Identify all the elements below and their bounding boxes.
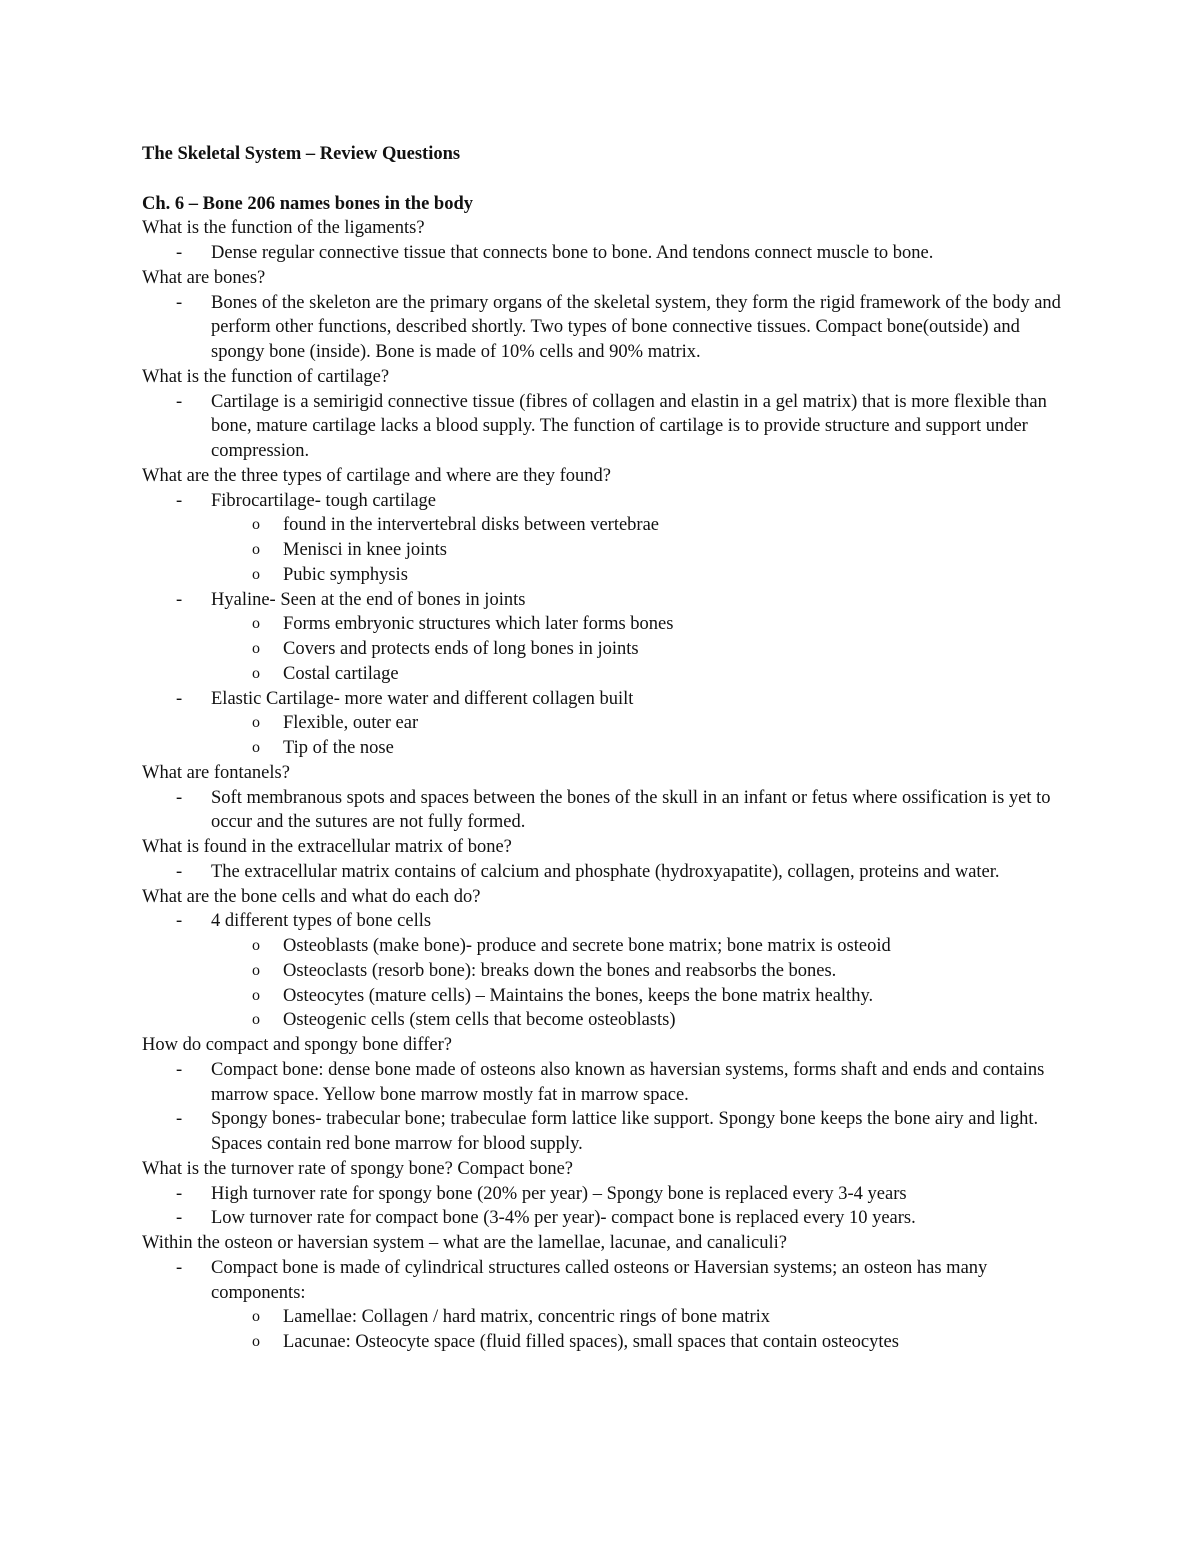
- sub-bullet-text: Pubic symphysis: [283, 564, 408, 585]
- answer-text: The extracellular matrix contains of calcium and phosphate (hydroxyapatite), collagen, proteins and water.: [211, 861, 1000, 882]
- question-text: What are the bone cells and what do each do?: [142, 886, 481, 907]
- question-text: How do compact and spongy bone differ?: [142, 1035, 452, 1055]
- answer-text: Cartilage is a semirigid connective tissue (fibres of collagen and elastin in a gel matrix) that is more flexible than bone, mature cartilage lacks a blood supply. The function of cartilage is to provide structure and support under compression.: [211, 391, 1047, 461]
- circle-bullet-marker: o: [252, 714, 260, 732]
- question-text: What is the function of the ligaments?: [142, 218, 425, 239]
- answer-bullet: [142, 1182, 1072, 1207]
- dash-bullet-marker: -: [176, 490, 183, 511]
- sub-bullet-text: Osteoblasts (make bone)- produce and secrete bone matrix; bone matrix is osteoid: [283, 936, 891, 956]
- question-block: [142, 464, 1072, 761]
- question-block: [142, 1231, 1072, 1355]
- sub-bullet: [142, 1330, 1072, 1355]
- answer-text: 4 different types of bone cells: [211, 911, 432, 932]
- dash-bullet-marker: -: [176, 1183, 183, 1204]
- question-text: What are fontanels?: [142, 762, 290, 783]
- sub-bullet: [142, 711, 1072, 736]
- answer-bullet: [142, 1256, 1072, 1306]
- review-questions: [142, 216, 1072, 1355]
- circle-bullet-marker: o: [252, 961, 260, 979]
- answer-bullet: [142, 1206, 1072, 1231]
- dash-bullet-marker: -: [176, 391, 183, 412]
- answer-bullet: [142, 241, 1072, 266]
- dash-bullet-marker: -: [176, 292, 183, 313]
- circle-bullet-marker: o: [252, 986, 260, 1004]
- sub-bullet-text: Menisci in knee joints: [283, 540, 447, 560]
- answer-text: Hyaline- Seen at the end of bones in joints: [211, 589, 526, 610]
- circle-bullet-marker: o: [252, 516, 260, 534]
- dash-bullet-marker: -: [176, 861, 183, 882]
- sub-bullet: [142, 563, 1072, 588]
- sub-bullet-text: Osteoclasts (resorb bone): breaks down the bones and reabsorbs the bones.: [283, 960, 837, 981]
- question-block: [142, 216, 1072, 266]
- answer-text: Compact bone: dense bone made of osteons also known as haversian systems, forms shaft and ends and contains marrow space. Yellow bone marrow mostly fat in marrow space.: [211, 1059, 1045, 1105]
- question-block: [142, 365, 1072, 464]
- question-text: What are bones?: [142, 267, 266, 288]
- chapter-heading: Ch. 6 – Bone 206 names bones in the body: [142, 193, 474, 214]
- circle-bullet-marker: o: [252, 739, 260, 756]
- answer-bullet: [142, 489, 1072, 514]
- question-text: What are the three types of cartilage and where are they found?: [142, 465, 611, 486]
- answer-text: Dense regular connective tissue that connects bone to bone. And tendons connect muscle to bone.: [211, 243, 934, 263]
- answer-text: Low turnover rate for compact bone (3-4% per year)- compact bone is replaced every 10 years.: [211, 1208, 916, 1229]
- sub-bullet-text: found in the intervertebral disks between vertebrae: [283, 515, 660, 536]
- answer-bullet: [142, 786, 1072, 836]
- sub-bullet-text: Flexible, outer ear: [283, 713, 419, 734]
- sub-bullet: [142, 959, 1072, 984]
- sub-bullet: [142, 1008, 1072, 1033]
- dash-bullet-marker: -: [176, 1059, 183, 1080]
- question-block: [142, 885, 1072, 1034]
- answer-bullet: [142, 860, 1072, 885]
- sub-bullet-text: Tip of the nose: [283, 738, 394, 758]
- sub-bullet-text: Lacunae: Osteocyte space (fluid filled spaces), small spaces that contain osteocytes: [283, 1332, 899, 1352]
- document-title: The Skeletal System – Review Questions: [142, 144, 461, 164]
- answer-bullet: [142, 1058, 1072, 1108]
- sub-bullet: [142, 736, 1072, 761]
- sub-bullet: [142, 662, 1072, 687]
- dash-bullet-marker: -: [176, 688, 183, 709]
- answer-text: Compact bone is made of cylindrical structures called osteons or Haversian systems; an osteon has many components:: [211, 1257, 988, 1303]
- sub-bullet: [142, 637, 1072, 662]
- answer-bullet: [142, 588, 1072, 613]
- sub-bullet-text: Osteogenic cells (stem cells that become osteoblasts): [283, 1010, 676, 1031]
- sub-bullet: [142, 612, 1072, 637]
- question-block: [142, 1033, 1072, 1157]
- question-text: Within the osteon or haversian system – what are the lamellae, lacunae, and canaliculi?: [142, 1233, 787, 1253]
- circle-bullet-marker: o: [252, 640, 260, 657]
- answer-bullet: [142, 1107, 1072, 1157]
- circle-bullet-marker: o: [252, 541, 260, 558]
- dash-bullet-marker: -: [176, 1257, 183, 1278]
- answer-text: Elastic Cartilage- more water and different collagen built: [211, 688, 634, 709]
- sub-bullet-text: Lamellae: Collagen / hard matrix, concentric rings of bone matrix: [283, 1307, 770, 1328]
- answer-text: Soft membranous spots and spaces between the bones of the skull in an infant or fetus where ossification is yet to occur and the sutures are not fully formed.: [211, 787, 1051, 833]
- question-block: [142, 761, 1072, 835]
- answer-bullet: [142, 909, 1072, 934]
- question-text: What is the turnover rate of spongy bone? Compact bone?: [142, 1158, 574, 1179]
- circle-bullet-marker: o: [252, 664, 260, 682]
- answer-text: High turnover rate for spongy bone (20% per year) – Spongy bone is replaced every 3-4 years: [211, 1183, 907, 1204]
- sub-bullet: [142, 538, 1072, 563]
- circle-bullet-marker: o: [252, 1308, 260, 1326]
- question-block: [142, 1157, 1072, 1231]
- circle-bullet-marker: o: [252, 565, 260, 583]
- answer-bullet: [142, 291, 1072, 365]
- circle-bullet-marker: o: [252, 615, 260, 633]
- dash-bullet-marker: -: [176, 911, 183, 932]
- answer-text: Bones of the skeleton are the primary organs of the skeletal system, they form the rigid framework of the body and perform other functions, described shortly. Two types of bone connective tissues. Compact bone(outside) and spongy bone (inside). Bone is made of 10% cells and 90% matrix.: [211, 292, 1061, 362]
- question-block: [142, 835, 1072, 885]
- answer-text: Spongy bones- trabecular bone; trabeculae form lattice like support. Spongy bone keeps the bone airy and light. Spaces contain red bone marrow for blood supply.: [211, 1109, 1039, 1154]
- question-text: What is the function of cartilage?: [142, 366, 390, 387]
- answer-bullet: [142, 390, 1072, 464]
- circle-bullet-marker: o: [252, 1333, 260, 1350]
- sub-bullet: [142, 934, 1072, 959]
- sub-bullet-text: Forms embryonic structures which later forms bones: [283, 614, 674, 635]
- document-body: [142, 142, 1072, 1355]
- sub-bullet-text: Covers and protects ends of long bones in joints: [283, 639, 639, 659]
- dash-bullet-marker: -: [176, 1208, 183, 1229]
- question-block: [142, 266, 1072, 365]
- circle-bullet-marker: o: [252, 1011, 260, 1029]
- dash-bullet-marker: -: [176, 243, 183, 263]
- answer-bullet: [142, 687, 1072, 712]
- sub-bullet: [142, 984, 1072, 1009]
- blank-line: [142, 167, 1072, 192]
- answer-text: Fibrocartilage- tough cartilage: [211, 490, 436, 511]
- question-text: What is found in the extracellular matrix of bone?: [142, 837, 512, 857]
- dash-bullet-marker: -: [176, 589, 183, 610]
- sub-bullet-text: Costal cartilage: [283, 663, 399, 684]
- dash-bullet-marker: -: [176, 1109, 183, 1130]
- sub-bullet: [142, 513, 1072, 538]
- dash-bullet-marker: -: [176, 787, 183, 808]
- sub-bullet: [142, 1305, 1072, 1330]
- circle-bullet-marker: o: [252, 937, 260, 954]
- sub-bullet-text: Osteocytes (mature cells) – Maintains the bones, keeps the bone matrix healthy.: [283, 985, 874, 1006]
